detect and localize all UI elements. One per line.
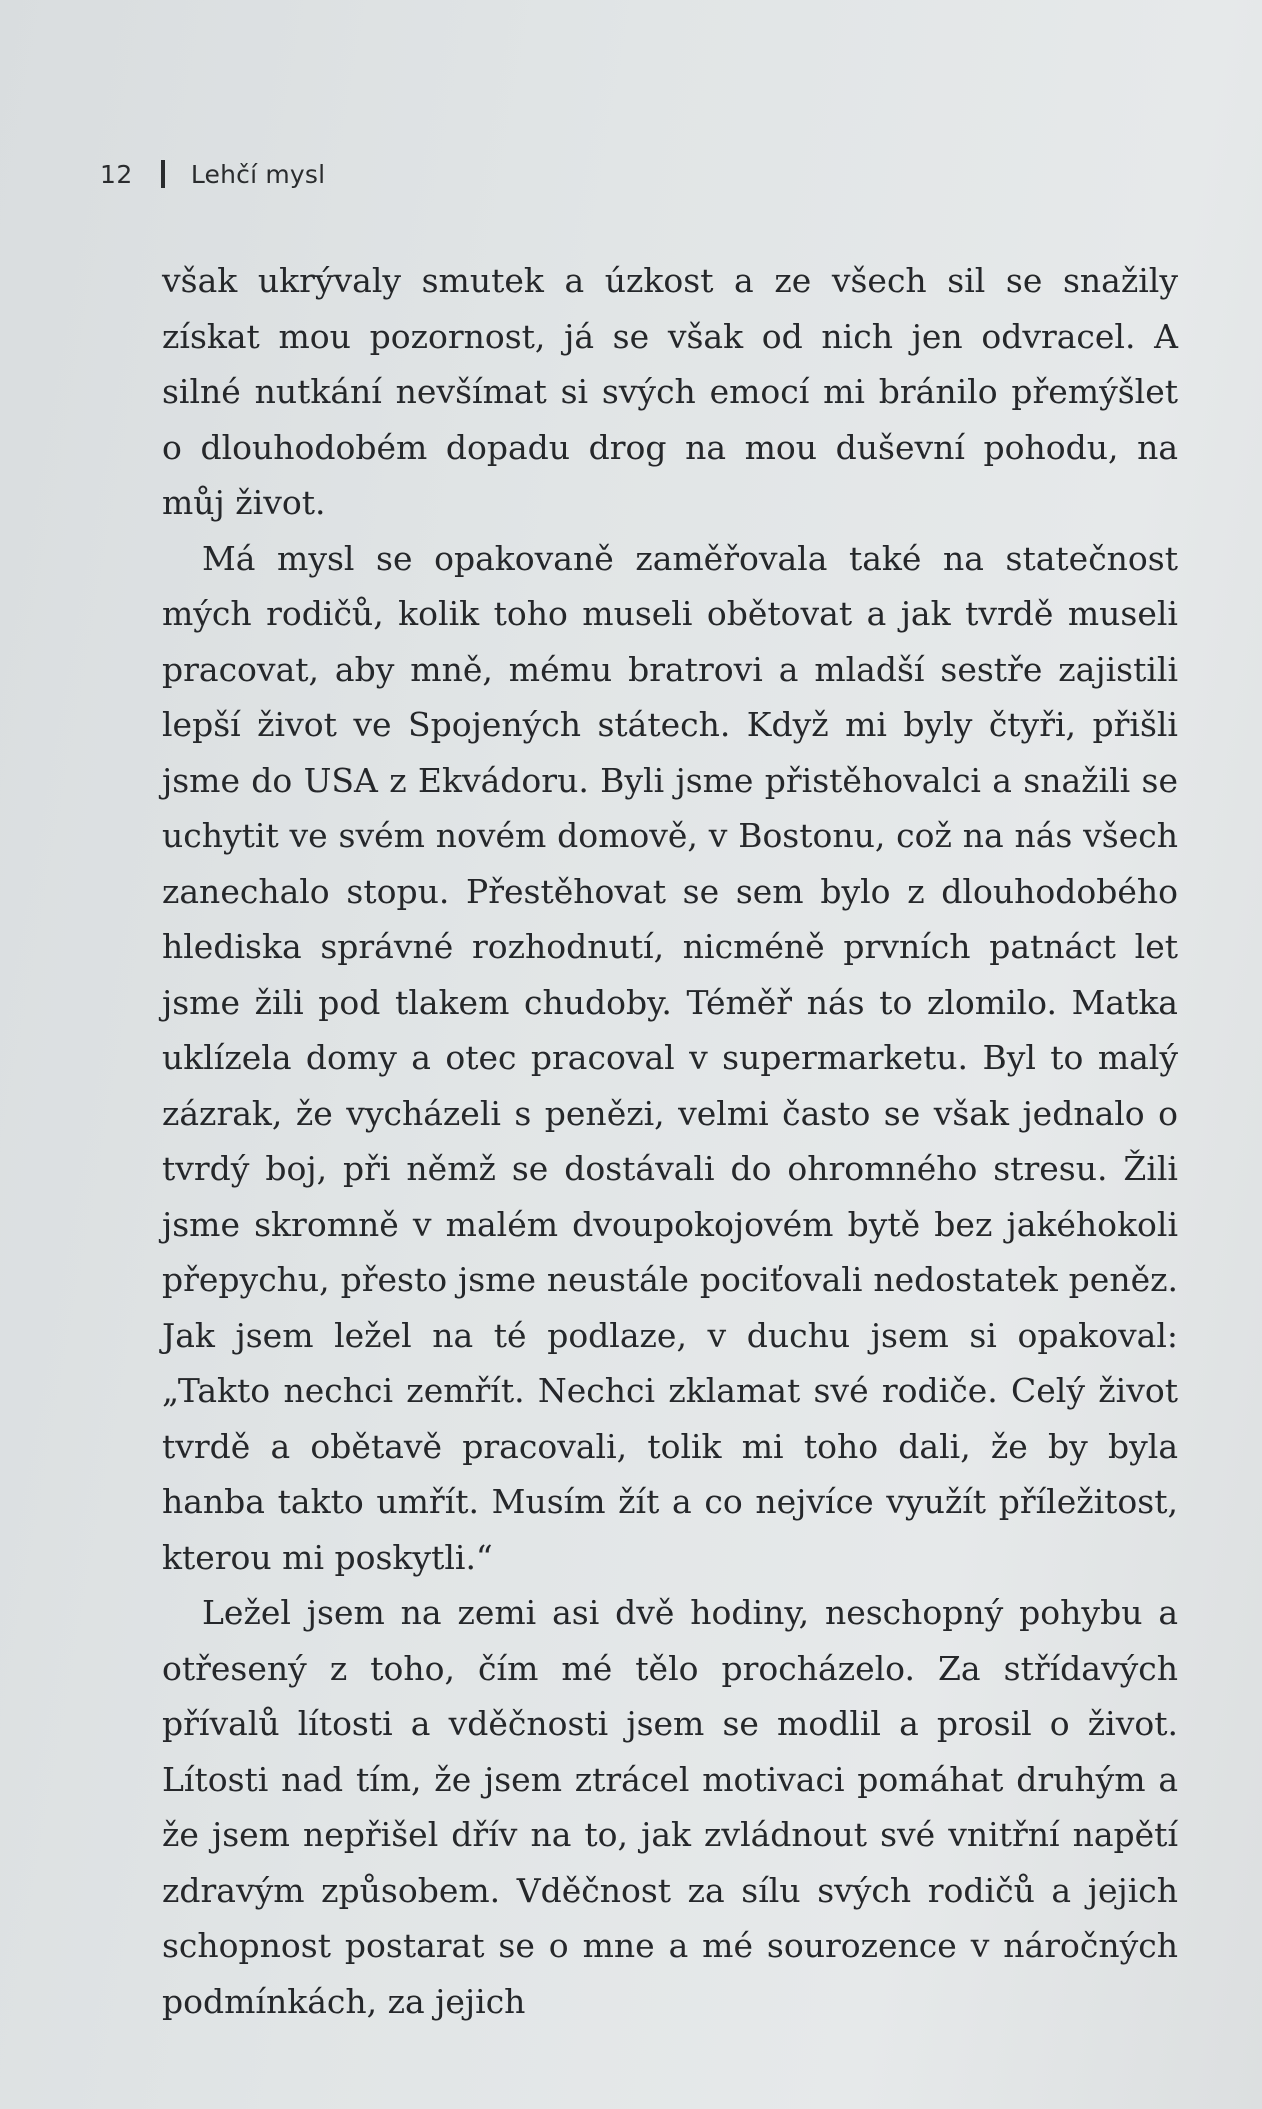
page-number: 12 (100, 159, 133, 189)
body-text (162, 253, 1178, 2029)
header-divider (161, 160, 165, 188)
running-head (100, 154, 325, 194)
paragraph: Má mysl se opakovaně zaměřovala také na statečnost mých rodičů, kolik toho museli obětovat a jak tvrdě museli pracovat, aby mně, mému bratrovi a mladší sestře zajistili lepší život ve Spojených státech. Když mi byly čtyři, přišli jsme do USA z Ekvádoru. Byli jsme přistěhovalci a snažili se uchytit ve svém novém domově, v Bostonu, což na nás všech zanechalo stopu. Přestěhovat se sem bylo z dlouhodobého hlediska správné rozhodnutí, nicméně prvních patnáct let jsme žili pod tlakem chudoby. Téměř nás to zlomilo. Matka uklízela domy a otec pracoval v supermarketu. Byl to malý zázrak, že vycházeli s penězi, velmi často se však jednalo o tvrdý boj, při němž se dostávali do ohromného stresu. Žili jsme skromně v malém dvoupokojovém bytě bez jakéhokoli přepychu, přesto jsme neustále pociťovali nedostatek peněz. Jak jsem ležel na té podlaze, v duchu jsem si opakoval: „Takto nechci zemřít. Nechci zklamat své rodiče. Celý život tvrdě a obětavě pracovali, tolik mi toho dali, že by byla hanba takto umřít. Musím žít a co nejvíce využít příležitost, kterou mi poskytli.“ (162, 538, 1178, 1577)
paragraph: však ukrývaly smutek a úzkost a ze všech sil se snažily získat mou pozornost, já se však od nich jen odvracel. A silné nutkání nevšímat si svých emocí mi bránilo přemýšlet o dlouhodobém dopadu drog na mou duševní pohodu, na můj život. (162, 261, 1178, 522)
running-head-title: Lehčí mysl (190, 159, 326, 189)
paragraph: Ležel jsem na zemi asi dvě hodiny, neschopný pohybu a otřesený z toho, čím mé tělo procházelo. Za střídavých přívalů lítosti a vděčnosti jsem se modlil a prosil o život. Lítosti nad tím, že jsem ztrácel motivaci pomáhat druhým a že jsem nepřišel dřív na to, jak zvládnout své vnitřní napětí zdravým způsobem. Vděčnost za sílu svých rodičů a jejich schopnost postarat se o mne a mé sourozence v náročných podmínkách, za jejich (162, 1593, 1178, 2021)
